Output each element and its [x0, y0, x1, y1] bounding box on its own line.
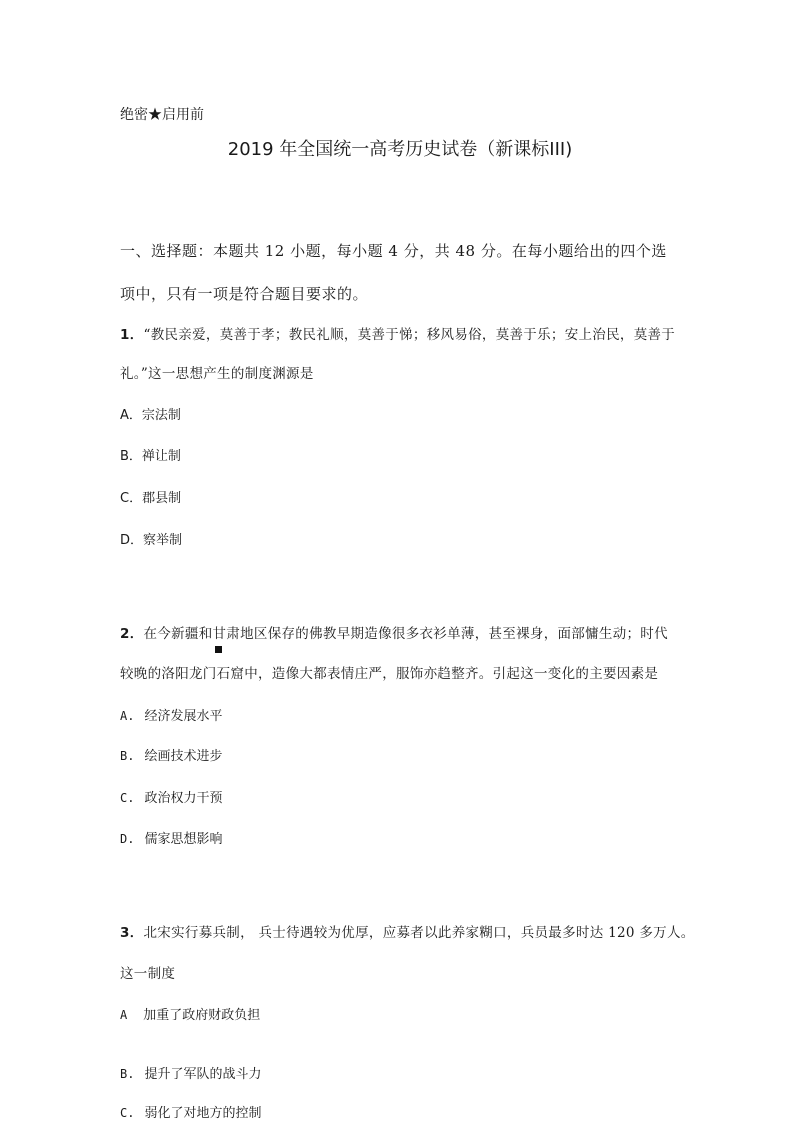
scan-mark: [215, 646, 222, 653]
option-label: B．: [120, 449, 142, 464]
option-text: 提升了军队的战斗力: [144, 1067, 262, 1082]
option-text: 加重了政府财政负担: [143, 1008, 261, 1023]
option-text: 绘画技术进步: [144, 749, 223, 764]
question-text: “教民亲爱，莫善于孝；教民礼顺，莫善于悌；移风易俗，莫善于乐；安上治民，莫善于: [143, 327, 676, 343]
option-label: B.: [120, 749, 135, 763]
question-2-option-b: [120, 745, 222, 764]
question-3-line1: [120, 921, 695, 941]
option-label: C．: [120, 491, 143, 506]
question-2-option-c: [120, 787, 222, 806]
question-number: 3．: [120, 925, 144, 941]
option-text: 郡县制: [142, 491, 182, 506]
option-label: D．: [120, 533, 144, 548]
option-label: D.: [120, 832, 135, 846]
page-title: 2019 年全国统一高考历史试卷（新课标III): [227, 139, 573, 160]
option-label: A.: [120, 709, 135, 723]
option-text: 儒家思想影响: [144, 832, 223, 847]
question-3-line2: 这一制度: [120, 966, 176, 982]
option-label: C.: [120, 791, 135, 805]
question-1-option-d: [120, 529, 182, 548]
option-label: B.: [120, 1067, 135, 1081]
question-2-option-d: [120, 828, 222, 847]
question-1-option-a: [120, 404, 181, 423]
question-3-option-b: [120, 1063, 261, 1082]
question-text: 北宋实行募兵制， 兵士待遇较为优厚，应募者以此养家糊口，兵员最多时达 120 多万人。: [143, 925, 695, 941]
option-label: C.: [120, 1106, 135, 1120]
question-text: 在今新疆和甘肃地区保存的佛教早期造像很多衣衫单薄，甚至裸身，面部慵生动；时代: [143, 626, 668, 642]
section-instructions-line2: 项中，只有一项是符合题目要求的。: [120, 285, 369, 303]
option-text: 政治权力干预: [144, 791, 223, 806]
confidential-label: 绝密★启用前: [120, 107, 204, 123]
option-text: 禅让制: [141, 449, 181, 464]
question-2-line2: 较晚的洛阳龙门石窟中，造像大都表情庄严，服饰亦趋整齐。引起这一变化的主要因素是: [120, 666, 659, 682]
question-1-option-b: [120, 445, 181, 464]
option-text: 经济发展水平: [144, 709, 223, 724]
question-2-line1: [120, 622, 668, 642]
question-3-option-c: [120, 1102, 261, 1121]
option-text: 宗法制: [141, 408, 181, 423]
question-1-line1: [120, 323, 675, 343]
option-label: A: [120, 1008, 128, 1022]
option-text: 察举制: [143, 533, 183, 548]
question-number: 2．: [120, 626, 144, 642]
question-3-option-a: [120, 1004, 260, 1023]
question-1-line2: 礼。”这一思想产生的制度渊源是: [120, 366, 314, 382]
option-text: 弱化了对地方的控制: [144, 1106, 262, 1121]
option-label: A．: [120, 408, 142, 423]
question-2-option-a: [120, 705, 222, 724]
question-number: 1．: [120, 327, 144, 343]
question-1-option-c: [120, 487, 181, 506]
section-instructions-line1: 一、选择题：本题共 12 小题，每小题 4 分，共 48 分。在每小题给出的四个选: [120, 242, 667, 260]
